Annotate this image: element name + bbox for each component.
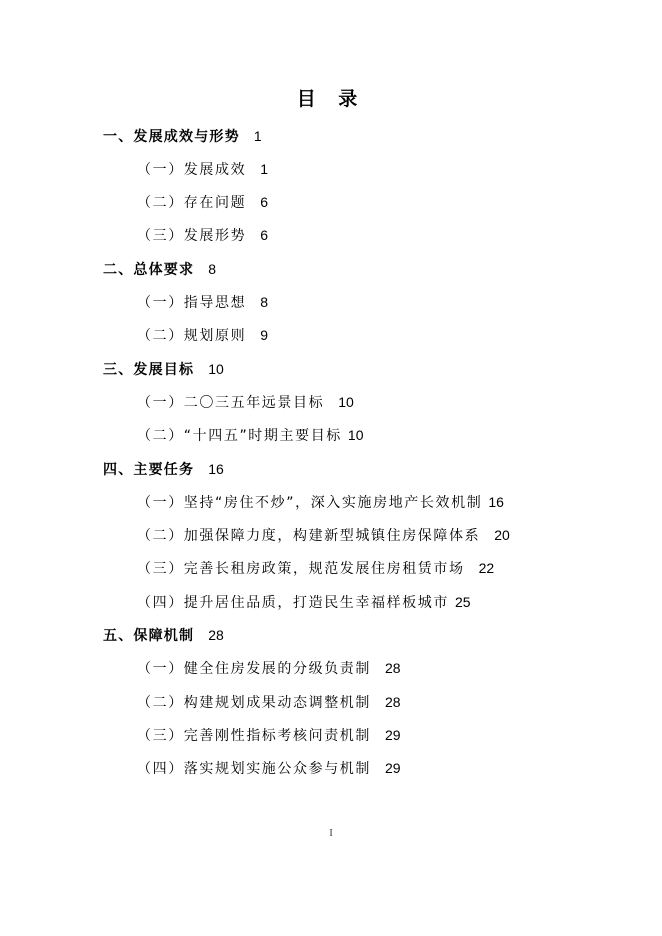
toc-entry-subsection[interactable]: [137, 656, 401, 681]
toc-entry-page: 10: [208, 361, 224, 377]
toc-entry-text: （二）构建规划成果动态调整机制: [137, 695, 371, 711]
toc-entry-subsection[interactable]: [137, 556, 494, 581]
toc-entry-text: 一、发展成效与形势: [103, 129, 240, 145]
toc-entry-text: （二）“十四五”时期主要目标: [137, 428, 342, 444]
toc-entry-page: 6: [260, 227, 268, 243]
toc-entry-subsection[interactable]: [137, 490, 504, 515]
toc-entry-text: 五、保障机制: [103, 628, 195, 644]
toc-entry-section-3[interactable]: [103, 357, 224, 382]
toc-entry-subsection[interactable]: [137, 290, 268, 315]
toc-entry-text: （四）提升居住品质，打造民生幸福样板城市: [137, 595, 449, 611]
toc-entry-page: 8: [208, 261, 216, 277]
toc-entry-subsection[interactable]: [137, 390, 354, 415]
toc-entry-section-5[interactable]: [103, 623, 224, 648]
toc-entry-text: （一）指导思想: [137, 295, 247, 311]
toc-entry-text: 三、发展目标: [103, 362, 195, 378]
toc-entry-page: 9: [260, 327, 268, 343]
toc-entry-section-2[interactable]: [103, 257, 216, 282]
toc-entry-page: 29: [385, 727, 401, 743]
toc-entry-text: （一）坚持“房住不炒”，深入实施房地产长效机制: [137, 495, 483, 511]
toc-entry-text: （三）完善长租房政策，规范发展住房租赁市场: [137, 561, 465, 577]
toc-entry-subsection[interactable]: [137, 756, 401, 781]
toc-entry-text: 二、总体要求: [103, 262, 195, 278]
toc-entry-subsection[interactable]: [137, 157, 268, 182]
toc-entry-page: 10: [338, 394, 354, 410]
toc-entry-text: （一）健全住房发展的分级负责制: [137, 661, 371, 677]
toc-entry-page: 28: [208, 627, 224, 643]
toc-entry-page: 16: [488, 494, 504, 510]
toc-entry-text: （三）发展形势: [137, 228, 247, 244]
toc-entry-text: （二）加强保障力度，构建新型城镇住房保障体系: [137, 528, 481, 544]
toc-entry-page: 16: [208, 461, 224, 477]
toc-entry-page: 10: [347, 427, 364, 443]
toc-entry-page: 20: [494, 527, 510, 543]
toc-entry-text: （二）规划原则: [137, 328, 247, 344]
toc-entry-text: （一）发展成效: [137, 162, 247, 178]
toc-entry-text: 四、主要任务: [103, 462, 195, 478]
toc-entry-page: 28: [385, 660, 401, 676]
toc-entry-page: 25: [455, 594, 471, 610]
toc-entry-page: 28: [385, 694, 401, 710]
toc-entry-page: 8: [260, 294, 268, 310]
toc-entry-text: （一）二〇三五年远景目标: [137, 395, 325, 411]
toc-entry-section-4[interactable]: [103, 457, 224, 482]
toc-entry-subsection[interactable]: [137, 323, 268, 348]
toc-entry-page: 6: [260, 194, 268, 210]
toc-entry-subsection[interactable]: [137, 423, 363, 448]
toc-entry-text: （四）落实规划实施公众参与机制: [137, 761, 371, 777]
toc-entry-subsection[interactable]: [137, 590, 471, 615]
toc-entry-page: 1: [260, 161, 268, 177]
toc-title: 目 录: [296, 88, 366, 110]
toc-entry-subsection[interactable]: [137, 190, 268, 215]
toc-entry-page: 22: [478, 560, 495, 576]
toc-entry-text: （三）完善刚性指标考核问责机制: [137, 728, 371, 744]
toc-entry-subsection[interactable]: [137, 523, 510, 548]
toc-entry-subsection[interactable]: [137, 223, 268, 248]
page-number-footer: I: [329, 828, 333, 839]
toc-entry-subsection[interactable]: [137, 723, 401, 748]
toc-entry-page: 29: [385, 760, 401, 776]
toc-entry-subsection[interactable]: [137, 690, 401, 715]
toc-entry-text: （二）存在问题: [137, 195, 247, 211]
toc-entry-section-1[interactable]: [103, 124, 262, 149]
toc-entry-page: 1: [253, 128, 262, 144]
